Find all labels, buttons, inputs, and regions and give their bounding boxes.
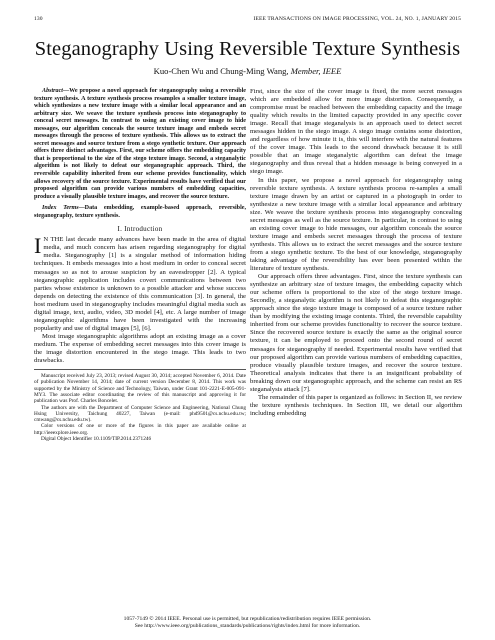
- index-terms-text: —Data embedding, example-based approach, reversible, steganography, texture synthesis.: [34, 205, 246, 219]
- manuscript-footnote: [34, 369, 246, 442]
- right-column: [250, 88, 462, 418]
- body-paragraph-4: The remainder of this paper is organized as follows: in Section II, we review the texture synthesis techniques. In Section III, we detail our algorithm including embedding: [250, 393, 462, 417]
- index-terms-lead: Index Terms: [42, 205, 79, 212]
- journal-name: IEEE TRANSACTIONS ON IMAGE PROCESSING, VOL. 24, NO. 1, JANUARY 2015: [253, 16, 461, 22]
- index-terms: [34, 205, 246, 220]
- body-paragraph-3: Our approach offers three advantages. First, since the texture synthesis can synthesize an arbitrary size of texture images, the embedding capacity which our scheme offers is proportional to the size of the stego texture image. Secondly, a steganalytic algorithm is not likely to defeat this steganographic approach since the stego texture image is composed of a source texture rather than by modifying the existing image contents. Third, the reversible capability inherited from our scheme provides functionality to recover the source texture. Since the recovered source texture is exactly the same as the original source texture, it can be employed to proceed onto the second round of secret messages for steganography if needed. Experimental results have verified that our proposed algorithm can provide various numbers of embedding capacities, produce visually plausible texture images, and recover the source texture. Theoretical analysis indicates that there is an insignificant probability of breaking down our steganographic approach, and the scheme can resist an RS steganalysis attack [7].: [250, 273, 462, 393]
- copyright-line-2: See http://www.ieee.org/publications_standards/publications/rights/index.html for more information.: [134, 623, 361, 629]
- running-header: [34, 16, 461, 26]
- body-paragraph-1: First, since the size of the cover image is fixed, the more secret messages which are embedded allow for more image distortion. Consequently, a compromise must be reached between the embedding capacity and the image quality which results in the limited capacity provided in any specific cover image. Recall that image steganalysis is an approach used to detect secret messages hidden in the stego image. A stego image contains some distortion, and regardless of how minute it is, this will interfere with the natural features of the cover image. This leads to the second drawback because it is still possible that an image steganalytic algorithm can defeat the image steganography and thus reveal that a hidden message is being conveyed in a stego image.: [250, 88, 462, 176]
- footnote-affiliation: The authors are with the Department of Computer Science and Engineering, National Chung Hsing University, Taichung 40227, Taiwan (e-mail: phd9501@cs.nchu.edu.tw; cmwang@cs.nchu.edu.tw).: [34, 404, 246, 424]
- intro-first-words: N THE: [43, 236, 64, 244]
- author-line: [0, 66, 495, 76]
- abstract-lead: Abstract: [42, 88, 63, 94]
- author-names: Kuo-Chen Wu and Chung-Ming Wang,: [153, 66, 289, 76]
- intro-paragraph-1: [34, 233, 246, 333]
- footnote-doi: Digital Object Identifier 10.1109/TIP.2014.2371246: [41, 436, 152, 443]
- abstract: [34, 88, 246, 201]
- page-number: 130: [34, 16, 43, 22]
- intro-paragraph-2: Most image steganographic algorithms adopt an existing image as a cover medium. The expense of embedding secret messages into this cover image is the image distortion encountered in the stego image. This leads to two drawbacks.: [34, 332, 246, 365]
- intro-paragraph-1-text: last decade many advances have been made in the area of digital media, and much concern has arisen regarding steganography for digital media. Steganography [1] is a singular method of information hiding techniques. It embeds messages into a host medium in order to conceal secret messages so as not to arouse suspicion by an eavesdropper [2]. A typical steganographic application includes covert communications between two parties whose existence is unknown to a possible attacker and whose success depends on detecting the existence of this communication [3]. In general, the host medium used in steganography includes meaningful digital media such as digital image, text, audio, video, 3D model [4], etc. A large number of image steganographic algorithms have been investigated with the increasing popularity and use of digital images [5], [6].: [34, 236, 246, 332]
- author-membership: Member, IEEE: [290, 66, 342, 76]
- drop-cap: I: [34, 233, 42, 259]
- abstract-text: —We propose a novel approach for steganography using a reversible texture synthesis. A texture synthesis process resamples a smaller texture image, which synthesizes a new texture image with a similar local appearance and an arbitrary size. We weave the texture synthesis process into steganography to conceal secret messages. In contrast to using an existing cover image to hide messages, our algorithm conceals the source texture image and embeds secret messages through the process of texture synthesis. This allows us to extract the secret messages and source texture from a stego synthetic texture. Our approach offers three distinct advantages. First, our scheme offers the embedding capacity that is proportional to the size of the stego texture image. Second, a steganalytic algorithm is not likely to defeat our steganographic approach. Third, the reversible capability inherited from our scheme provides functionality, which allows recovery of the source texture. Experimental results have verified that our proposed algorithm can provide various numbers of embedding capacities, produce a visually plausible texture images, and recover the source texture.: [34, 88, 246, 200]
- paper-title: Steganography Using Reversible Texture Synthesis: [34, 38, 461, 60]
- body-paragraph-2: In this paper, we propose a novel approach for steganography using reversible texture synthesis. A texture synthesis process re-samples a small texture image drawn by an artist or captured in a photograph in order to synthesize a new texture image with a similar local appearance and arbitrary size. We weave the texture synthesis process into steganography concealing secret messages as well as the source texture. In particular, in contrast to using an existing cover image to hide messages, our algorithm conceals the source texture image and embeds secret messages through the process of texture synthesis. This allows us to extract the secret messages and the source texture from a stego synthetic texture. To the best of our knowledge, steganography taking advantage of the reversibility has ever been presented within the literature of texture synthesis.: [250, 176, 462, 273]
- footnote-received: Manuscript received July 23, 2013; revised August 30, 2014; accepted November 6, 2014. Date of publication November 14, 2014; date of current version December 8, 2014. This work was supported by the Ministry of Science and Technology, Taiwan, under Grant 101-2221-E-005-091-MY3. The associate editor coordinating the review of this manuscript and approving it for publication was Prof. Charles Boncelet.: [34, 373, 246, 405]
- left-column: [34, 88, 246, 442]
- footnote-color-versions: Color versions of one or more of the figures in this paper are available online at http://ieeexplore.ieee.org.: [34, 423, 246, 436]
- copyright-notice: [0, 616, 495, 630]
- section-heading: I. Introduction: [117, 225, 163, 234]
- copyright-line-1: 1057-7149 © 2014 IEEE. Personal use is permitted, but republication/redistribution requires IEEE permission.: [123, 616, 372, 622]
